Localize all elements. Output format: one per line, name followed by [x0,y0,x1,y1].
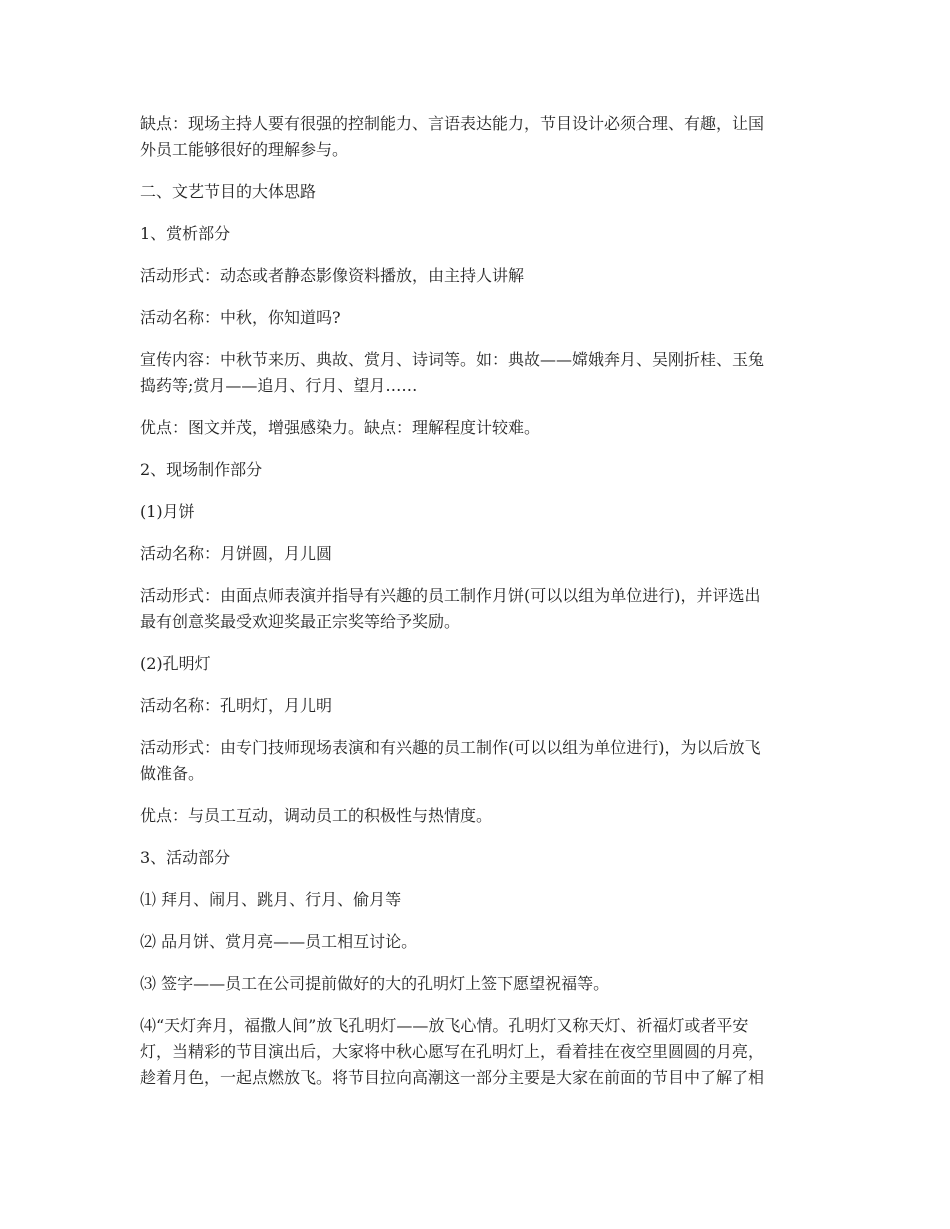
text-line: ⑶ 签字——员工在公司提前做好的大的孔明灯上签下愿望祝福等。 [140,974,610,993]
paragraph [140,887,812,913]
paragraph [140,179,812,205]
text-line: 缺点：现场主持人要有很强的控制能力、言语表达能力，节目设计必须合理、有趣，让国 [140,114,765,133]
text-line: 二、文艺节目的大体思路 [140,182,317,201]
paragraph [140,415,812,441]
text-line: 2、现场制作部分 [140,460,263,479]
paragraph [140,499,812,525]
text-line: 活动名称：孔明灯，月儿明 [140,696,333,715]
paragraph [140,803,812,829]
text-line: (2)孔明灯 [140,654,211,673]
paragraph [140,263,812,289]
paragraph [140,457,812,483]
paragraph [140,735,812,787]
text-line: ⑵ 品月饼、赏月亮——员工相互讨论。 [140,932,418,951]
paragraph [140,221,812,247]
paragraph [140,583,812,635]
paragraph [140,651,812,677]
paragraph [140,347,812,399]
text-line: ⑷“天灯奔月，福撒人间”放飞孔明灯——放飞心情。孔明灯又称天灯、祈福灯或者平安 [140,1016,749,1035]
document-body [140,111,812,1107]
text-line: 优点：图文并茂，增强感染力。缺点：理解程度计较难。 [140,418,541,437]
text-line: 外员工能够很好的理解参与。 [140,140,349,159]
text-line: 活动名称：月饼圆，月儿圆 [140,544,333,563]
text-line: 活动形式：由专门技师现场表演和有兴趣的员工制作(可以以组为单位进行)，为以后放飞 [140,738,761,757]
paragraph [140,693,812,719]
paragraph [140,845,812,871]
paragraph [140,541,812,567]
text-line: 1、赏析部分 [140,224,231,243]
text-line: 优点：与员工互动，调动员工的积极性与热情度。 [140,806,493,825]
paragraph [140,111,812,163]
text-line: ⑴ 拜月、闹月、跳月、行月、偷月等 [140,890,402,909]
text-line: (1)月饼 [140,502,195,521]
text-line: 最有创意奖最受欢迎奖最正宗奖等给予奖励。 [140,612,461,631]
text-line: 活动名称：中秋，你知道吗? [140,308,341,327]
text-line: 活动形式：动态或者静态影像资料播放，由主持人讲解 [140,266,525,285]
text-line: 活动形式：由面点师表演并指导有兴趣的员工制作月饼(可以以组为单位进行)，并评选出 [140,586,761,605]
text-line: 做准备。 [140,764,205,783]
text-line: 宣传内容：中秋节来历、典故、赏月、诗词等。如：典故——嫦娥奔月、吴刚折桂、玉兔 [140,350,765,369]
paragraph [140,929,812,955]
text-line: 捣药等;赏月——追月、行月、望月…… [140,376,418,395]
paragraph [140,1013,812,1091]
text-line: 趁着月色，一起点燃放飞。将节目拉向高潮这一部分主要是大家在前面的节目中了解了相 [140,1068,765,1087]
text-line: 灯，当精彩的节目演出后，大家将中秋心愿写在孔明灯上，看着挂在夜空里圆圆的月亮， [140,1042,765,1061]
paragraph [140,305,812,331]
paragraph [140,971,812,997]
text-line: 3、活动部分 [140,848,231,867]
